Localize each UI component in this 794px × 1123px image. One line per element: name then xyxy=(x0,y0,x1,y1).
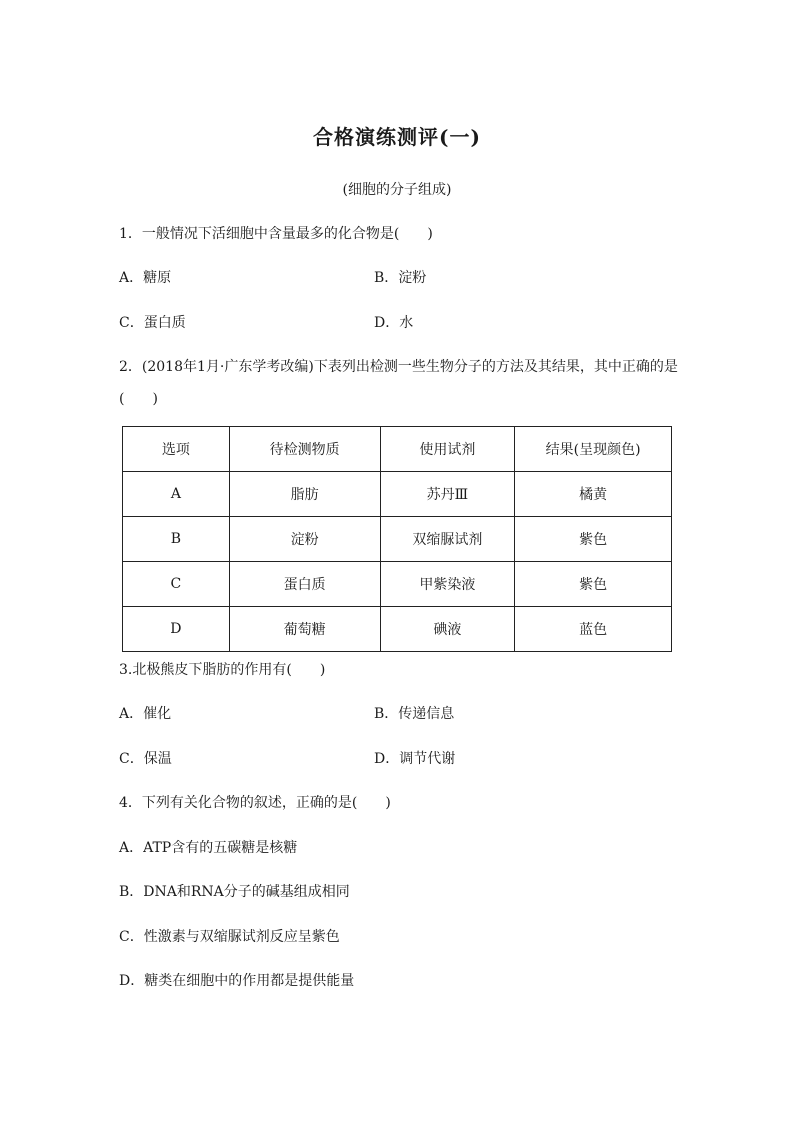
table-cell: D xyxy=(123,607,230,652)
table-cell: 蓝色 xyxy=(515,607,672,652)
question-1-option-c: C．蛋白质 xyxy=(119,315,186,331)
table-header-cell: 使用试剂 xyxy=(380,427,515,472)
question-4-option-a: A．ATP含有的五碳糖是核糖 xyxy=(119,840,298,856)
table-header-row xyxy=(123,427,672,472)
question-2-stem: 2．(2018年1月·广东学考改编)下表列出检测一些生物分子的方法及其结果，其中正确的是 xyxy=(119,359,678,375)
table-cell: A xyxy=(123,472,230,517)
table-row xyxy=(123,517,672,562)
question-1-stem: 1．一般情况下活细胞中含量最多的化合物是( ) xyxy=(119,226,433,242)
question-1-option-b: B．淀粉 xyxy=(374,270,427,286)
question-1-option-d: D．水 xyxy=(374,315,414,331)
page-subtitle: (细胞的分子组成) xyxy=(342,182,452,198)
question-1-option-a: A．糖原 xyxy=(119,270,172,286)
question-4-option-d: D．糖类在细胞中的作用都是提供能量 xyxy=(119,973,355,989)
table-header-cell: 结果(呈现颜色) xyxy=(515,427,672,472)
table-row xyxy=(123,562,672,607)
question-3-option-b: B．传递信息 xyxy=(374,706,455,722)
table-cell: 双缩脲试剂 xyxy=(380,517,515,562)
question-4-option-b: B．DNA和RNA分子的碱基组成相同 xyxy=(119,884,350,900)
table-cell: 碘液 xyxy=(380,607,515,652)
table-row xyxy=(123,607,672,652)
table-cell: 葡萄糖 xyxy=(229,607,380,652)
table-header-cell: 待检测物质 xyxy=(229,427,380,472)
table-cell: 淀粉 xyxy=(229,517,380,562)
question-2-stem-continued: ( ) xyxy=(119,391,158,407)
table-header-cell: 选项 xyxy=(123,427,230,472)
table-row xyxy=(123,472,672,517)
table-cell: 苏丹Ⅲ xyxy=(380,472,515,517)
page-title: 合格演练测评(一) xyxy=(313,125,481,149)
table-cell: 蛋白质 xyxy=(229,562,380,607)
table-cell: 橘黄 xyxy=(515,472,672,517)
question-4-stem: 4．下列有关化合物的叙述，正确的是( ) xyxy=(119,795,391,811)
table-cell: 紫色 xyxy=(515,562,672,607)
question-3-option-a: A．催化 xyxy=(119,706,172,722)
table-cell: 脂肪 xyxy=(229,472,380,517)
question-3-option-d: D．调节代谢 xyxy=(374,751,456,767)
question-3-option-c: C．保温 xyxy=(119,751,172,767)
table-cell: B xyxy=(123,517,230,562)
table-cell: 紫色 xyxy=(515,517,672,562)
question-2-table xyxy=(122,426,672,652)
table-cell: C xyxy=(123,562,230,607)
table-cell: 甲紫染液 xyxy=(380,562,515,607)
question-4-option-c: C．性激素与双缩脲试剂反应呈紫色 xyxy=(119,929,340,945)
question-3-stem: 3.北极熊皮下脂肪的作用有( ) xyxy=(119,662,326,678)
